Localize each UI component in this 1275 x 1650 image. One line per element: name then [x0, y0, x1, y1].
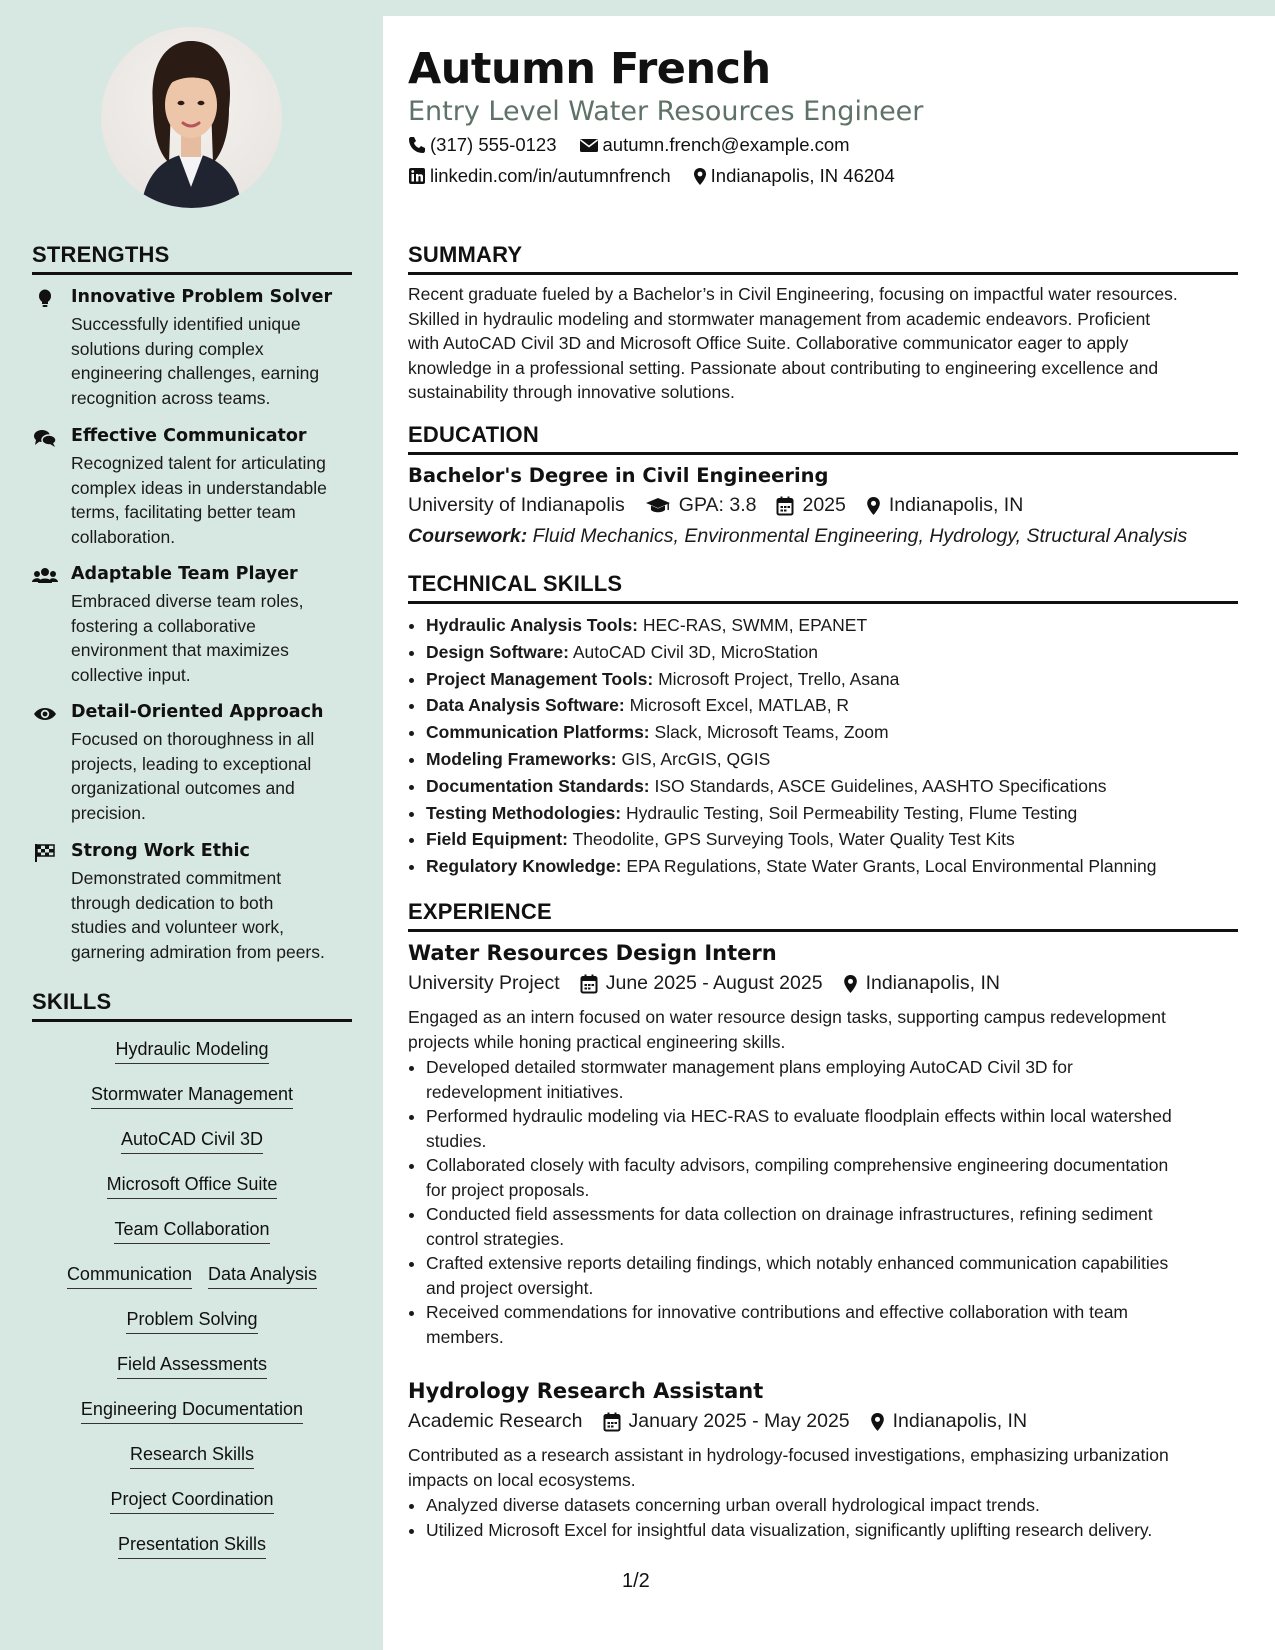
- job-info-row: [408, 1410, 1047, 1433]
- job-bullets: [408, 1055, 1256, 1349]
- portrait-illustration: [101, 27, 282, 208]
- list-item: • Regulatory Knowledge: EPA Regulations, State Water Grants, Local Environmental Planning: [426, 853, 1256, 880]
- lightbulb-icon: [32, 289, 58, 309]
- skills-heading: SKILLS: [32, 989, 352, 1022]
- graduation-cap-icon: [645, 497, 671, 515]
- skill-tag: Project Coordination: [110, 1489, 273, 1514]
- strength-description: Focused on thoroughness in all projects, leading to exceptional organizational outcomes and precision.: [71, 729, 315, 823]
- map-pin-icon: [866, 496, 881, 516]
- technical-skills-list: [408, 612, 1256, 880]
- map-pin-icon: [843, 974, 858, 994]
- strength-title: Adaptable Team Player: [71, 564, 298, 584]
- experience-heading: EXPERIENCE: [408, 899, 1238, 932]
- job-description: Contributed as a research assistant in hydrology-focused investigations, emphasizing urbanization impacts on local ecosystems.: [408, 1445, 1169, 1490]
- list-item: • Testing Methodologies: Hydraulic Testing, Soil Permeability Testing, Flume Testing: [426, 800, 1256, 827]
- checkered-flag-icon: [32, 843, 58, 863]
- linkedin-icon: [408, 167, 426, 185]
- strength-description: Demonstrated commitment through dedication to both studies and volunteer work, garnering admiration from peers.: [71, 868, 325, 962]
- map-pin-icon: [870, 1412, 885, 1432]
- skill-tag: Presentation Skills: [118, 1534, 266, 1559]
- calendar-icon: [580, 974, 598, 994]
- candidate-name: Autumn French: [408, 44, 771, 94]
- job-info-row: [408, 972, 1020, 995]
- strengths-heading: STRENGTHS: [32, 242, 352, 275]
- map-pin-icon: [693, 167, 707, 186]
- job-location: Indianapolis, IN: [892, 1410, 1028, 1432]
- job-dates: January 2025 - May 2025: [628, 1410, 850, 1432]
- list-item: • Hydraulic Analysis Tools: HEC-RAS, SWMM, EPANET: [426, 612, 1256, 639]
- profile-photo: [101, 27, 282, 208]
- job-location: Indianapolis, IN: [865, 972, 1000, 994]
- strength-description: Successfully identified unique solutions during complex engineering challenges, earning recognition across teams.: [71, 314, 320, 408]
- list-item: • Collaborated closely with faculty advisors, compiling comprehensive engineering documentation for project proposals.: [426, 1153, 1256, 1202]
- gpa-text: GPA: 3.8: [678, 494, 757, 516]
- phone-icon: [408, 136, 426, 154]
- skill-tag: Stormwater Management: [91, 1084, 293, 1109]
- eye-icon: [32, 704, 58, 724]
- education-heading: EDUCATION: [408, 422, 1238, 455]
- strength-description: Recognized talent for articulating complex ideas in understandable terms, facilitating better team collaboration.: [71, 453, 327, 547]
- graduation-year: 2025: [802, 494, 846, 516]
- list-item: • Project Management Tools: Microsoft Project, Trello, Asana: [426, 666, 1256, 693]
- chat-bubbles-icon: [32, 428, 58, 448]
- skill-tag: Communication: [67, 1264, 192, 1289]
- school-name: University of Indianapolis: [408, 494, 625, 516]
- envelope-icon: [579, 137, 599, 153]
- list-item: • Received commendations for innovative contributions and effective collaboration with team members.: [426, 1300, 1256, 1349]
- job-bullets: [408, 1493, 1256, 1542]
- phone-text: (317) 555-0123: [430, 134, 557, 155]
- list-item: • Utilized Microsoft Excel for insightful data visualization, significantly uplifting research delivery.: [426, 1518, 1256, 1543]
- phone-contact[interactable]: [408, 134, 557, 156]
- school-location: Indianapolis, IN: [888, 494, 1024, 516]
- calendar-icon: [603, 1412, 621, 1432]
- job-org: Academic Research: [408, 1410, 583, 1432]
- email-contact[interactable]: [579, 134, 850, 156]
- skill-tag: Data Analysis: [208, 1264, 317, 1289]
- location-contact: [693, 165, 895, 187]
- strength-title: Detail-Oriented Approach: [71, 702, 324, 722]
- list-item: • Conducted field assessments for data collection on drainage infrastructures, refining sediment control strategies.: [426, 1202, 1256, 1251]
- list-item: • Developed detailed stormwater management plans employing AutoCAD Civil 3D for redevelopment initiatives.: [426, 1055, 1256, 1104]
- strength-title: Effective Communicator: [71, 426, 307, 446]
- technical-skills-heading: TECHNICAL SKILLS: [408, 571, 1238, 604]
- linkedin-text: linkedin.com/in/autumnfrench: [430, 165, 671, 186]
- list-item: • Communication Platforms: Slack, Microsoft Teams, Zoom: [426, 719, 1256, 746]
- email-text: autumn.french@example.com: [602, 134, 850, 155]
- skill-tag: Microsoft Office Suite: [107, 1174, 278, 1199]
- list-item: • Analyzed diverse datasets concerning urban overall hydrological impact trends.: [426, 1493, 1256, 1518]
- list-item: • Data Analysis Software: Microsoft Excel, MATLAB, R: [426, 692, 1256, 719]
- skill-tag: Engineering Documentation: [81, 1399, 303, 1424]
- list-item: • Modeling Frameworks: GIS, ArcGIS, QGIS: [426, 746, 1256, 773]
- job-dates: June 2025 - August 2025: [605, 972, 823, 994]
- strength-title: Strong Work Ethic: [71, 841, 250, 861]
- list-item: • Performed hydraulic modeling via HEC-RAS to evaluate floodplain effects within local watershed studies.: [426, 1104, 1256, 1153]
- degree-title: Bachelor's Degree in Civil Engineering: [408, 464, 829, 487]
- education-info-row: [408, 494, 1043, 517]
- linkedin-contact[interactable]: [408, 165, 671, 187]
- coursework-list: Fluid Mechanics, Environmental Engineering, Hydrology, Structural Analysis: [532, 525, 1188, 547]
- skill-tag: Field Assessments: [117, 1354, 267, 1379]
- location-text: Indianapolis, IN 46204: [710, 165, 895, 186]
- strength-title: Innovative Problem Solver: [71, 287, 333, 307]
- job-title: Hydrology Research Assistant: [408, 1379, 764, 1403]
- list-item: • Documentation Standards: ISO Standards, ASCE Guidelines, AASHTO Specifications: [426, 773, 1256, 800]
- users-icon: [32, 566, 58, 586]
- list-item: • Field Equipment: Theodolite, GPS Surveying Tools, Water Quality Test Kits: [426, 826, 1256, 853]
- skill-tag: Team Collaboration: [114, 1219, 269, 1244]
- summary-heading: SUMMARY: [408, 242, 1238, 275]
- contact-row: [408, 134, 872, 156]
- strength-description: Embraced diverse team roles, fostering a collaborative environment that maximizes collective input.: [71, 591, 304, 685]
- skill-tag: AutoCAD Civil 3D: [121, 1129, 263, 1154]
- job-title: Water Resources Design Intern: [408, 941, 777, 965]
- skill-tag: Research Skills: [130, 1444, 254, 1469]
- calendar-icon: [776, 496, 794, 516]
- skill-tag: Hydraulic Modeling: [115, 1039, 268, 1064]
- list-item: • Crafted extensive reports detailing findings, which notably enhanced communication capabilities and project oversight.: [426, 1251, 1256, 1300]
- summary-text: Recent graduate fueled by a Bachelor’s in Civil Engineering, focusing on impactful water resources. Skilled in hydraulic modeling and stormwater management from academic endeavors. Proficient with AutoCAD Civil 3D and Microsoft Office Suite. Collaborative communicator eager to apply knowledge in a professional setting. Passionate about contributing to engineering excellence and sustainability through innovative solutions.: [408, 284, 1178, 402]
- skill-tag: Problem Solving: [126, 1309, 257, 1334]
- contact-row: [408, 165, 917, 187]
- coursework: [408, 525, 1187, 548]
- list-item: • Design Software: AutoCAD Civil 3D, MicroStation: [426, 639, 1256, 666]
- job-org: University Project: [408, 972, 560, 994]
- candidate-role: Entry Level Water Resources Engineer: [408, 96, 924, 127]
- job-description: Engaged as an intern focused on water resource design tasks, supporting campus redevelopment projects while honing practical engineering skills.: [408, 1007, 1166, 1052]
- coursework-label: Coursework:: [408, 525, 528, 547]
- page-number: 1/2: [622, 1570, 650, 1592]
